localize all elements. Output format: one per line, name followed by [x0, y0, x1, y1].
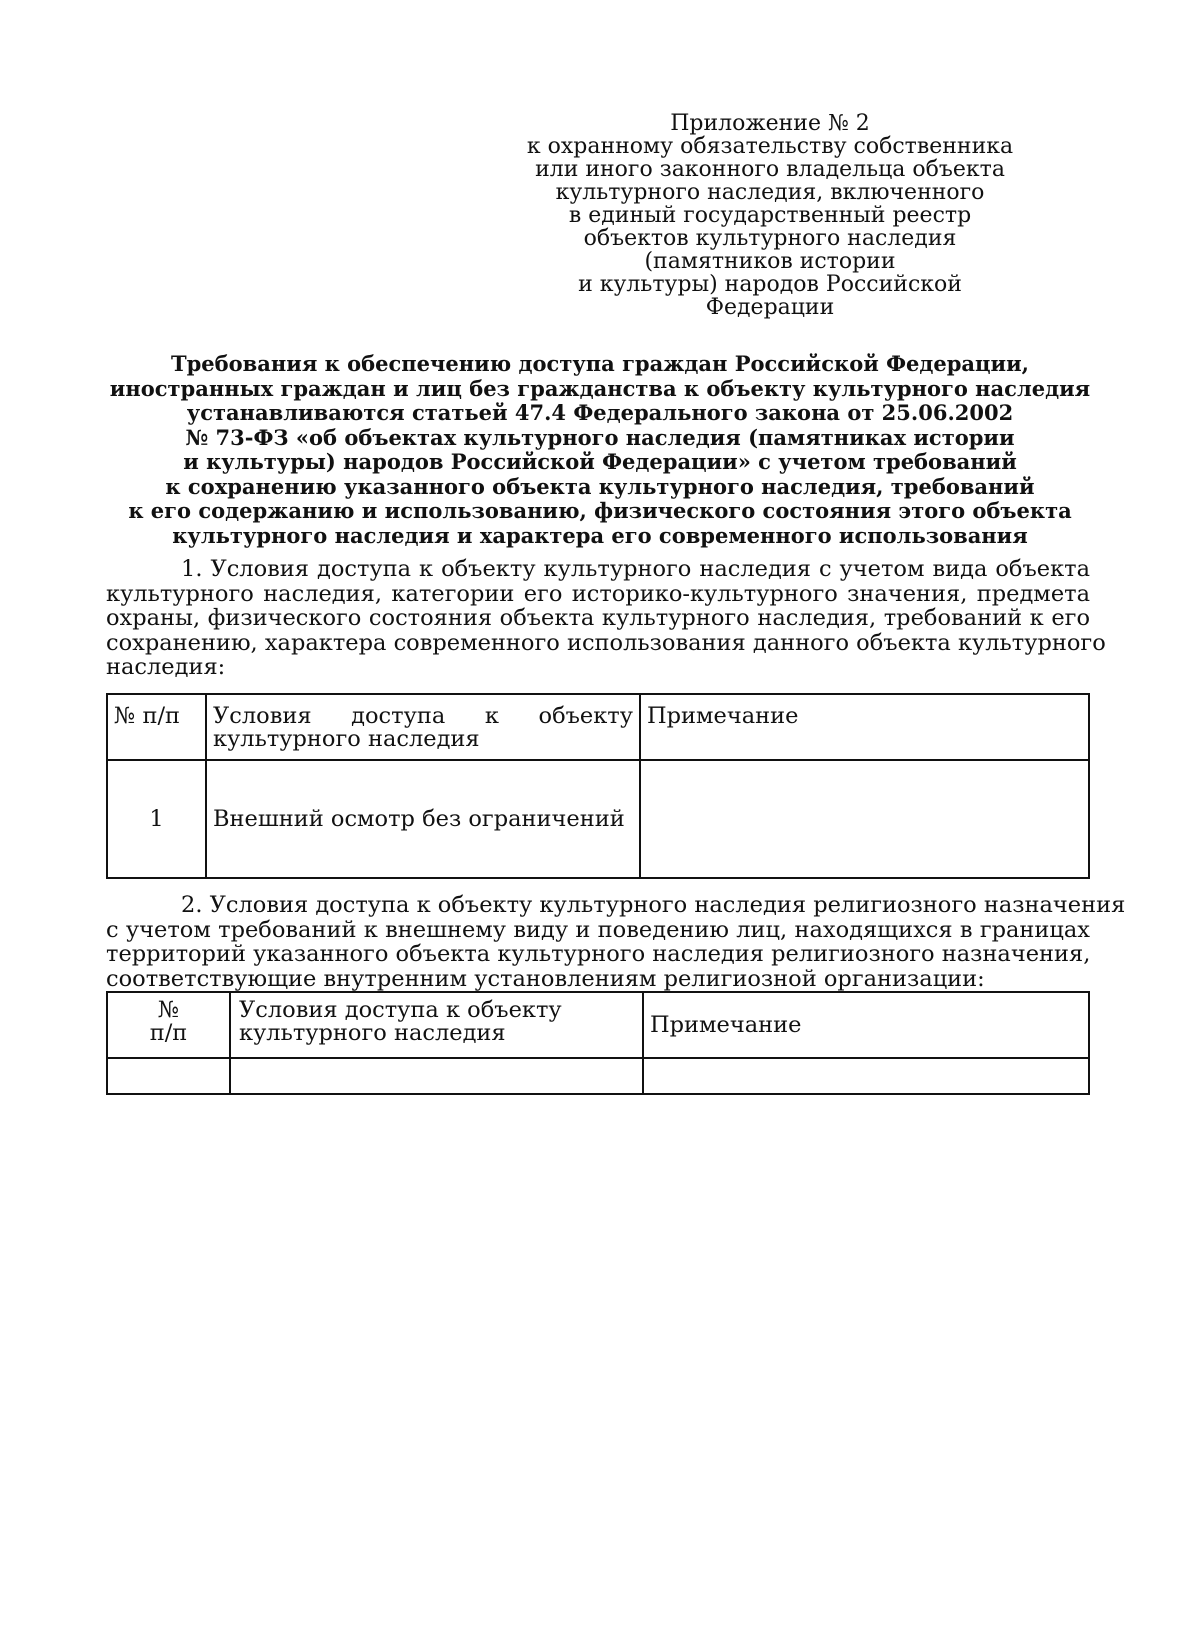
- title-line: № 73-ФЗ «об объектах культурного наследия (памятниках истории: [185, 424, 1015, 450]
- table-row: [107, 1058, 1089, 1094]
- title-line: к его содержанию и использованию, физического состояния этого объекта: [128, 498, 1072, 523]
- document-title: [90, 352, 1110, 548]
- appendix-line: Федерации: [705, 295, 835, 320]
- table-header-row: [107, 992, 1089, 1058]
- table-header-row: [107, 694, 1089, 760]
- paragraph-line: наследия:: [106, 654, 226, 680]
- title-line: к сохранению указанного объекта культурного наследия, требований: [165, 473, 1035, 499]
- row-note: [640, 760, 1089, 878]
- section-2-paragraph: [106, 892, 1126, 992]
- header-conditions-line2: культурного наследия: [239, 1020, 506, 1046]
- header-conditions-line2: культурного наследия: [213, 726, 480, 752]
- paragraph-line: культурного наследия, категории его историко-культурного значения, предмета: [106, 580, 1090, 607]
- title-line: Требования к обеспечению доступа граждан Российской Федерации,: [170, 351, 1029, 376]
- appendix-line: объектов культурного наследия: [583, 226, 957, 251]
- paragraph-line: территорий указанного объекта культурного наследия религиозного назначения,: [106, 941, 1091, 967]
- header-note: Примечание: [640, 694, 1089, 760]
- header-number-line1: №: [157, 997, 180, 1023]
- row-note: [643, 1058, 1089, 1094]
- appendix-header: [480, 112, 1060, 319]
- header-number-line2: п/п: [149, 1020, 188, 1046]
- row-condition: Внешний осмотр без ограничений: [206, 760, 640, 878]
- religious-access-table: [106, 991, 1090, 1095]
- paragraph-line: охраны, физического состояния объекта культурного наследия, требований к его: [106, 605, 1090, 631]
- appendix-line: и культуры) народов Российской: [578, 272, 962, 297]
- table-row: [107, 760, 1089, 878]
- header-number: [107, 992, 230, 1058]
- title-line: и культуры) народов Российской Федерации» с учетом требований: [183, 449, 1017, 474]
- paragraph-line: соответствующие внутренним установлениям религиозной организации:: [106, 965, 985, 992]
- header-conditions: [230, 992, 643, 1058]
- appendix-title: Приложение № 2: [670, 111, 870, 136]
- paragraph-line: с учетом требований к внешнему виду и поведению лиц, находящихся в границах: [106, 916, 1090, 943]
- row-number: 1: [107, 760, 206, 878]
- appendix-line: или иного законного владельца объекта: [535, 157, 1005, 182]
- header-number: № п/п: [107, 694, 206, 760]
- title-line: устанавливаются статьей 47.4 Федерального закона от 25.06.2002: [186, 400, 1014, 425]
- row-number: [107, 1058, 230, 1094]
- row-condition: [230, 1058, 643, 1094]
- header-conditions-line1: Условия доступа к объекту: [213, 703, 633, 729]
- paragraph-line: 2. Условия доступа к объекту культурного наследия религиозного назначения: [181, 892, 1126, 918]
- paragraph-line: 1. Условия доступа к объекту культурного наследия с учетом вида объекта: [181, 556, 1090, 582]
- title-line: иностранных граждан и лиц без гражданства к объекту культурного наследия: [109, 375, 1091, 401]
- header-conditions-line1: Условия доступа к объекту: [239, 997, 562, 1023]
- paragraph-line: сохранению, характера современного использования данного объекта культурного: [106, 629, 1106, 656]
- header-conditions: [206, 694, 640, 760]
- appendix-line: к охранному обязательству собственника: [526, 134, 1014, 159]
- access-conditions-table: [106, 693, 1090, 879]
- appendix-line: (памятников истории: [644, 249, 896, 274]
- section-1-paragraph: [106, 556, 1106, 680]
- title-line: культурного наследия и характера его современного использования: [172, 522, 1028, 548]
- appendix-line: в единый государственный реестр: [568, 203, 972, 228]
- appendix-line: культурного наследия, включенного: [555, 180, 985, 205]
- header-note: Примечание: [643, 992, 1089, 1058]
